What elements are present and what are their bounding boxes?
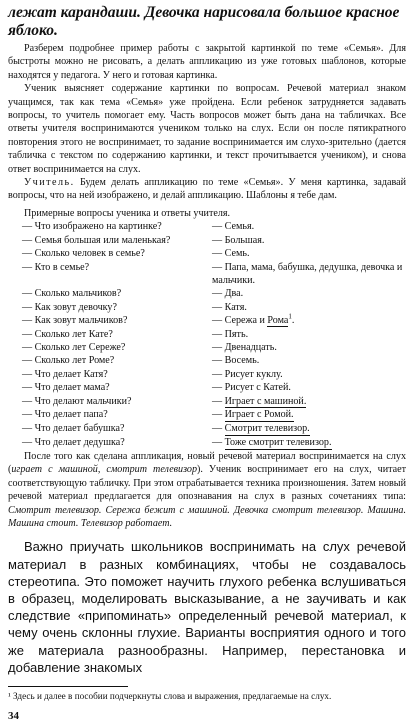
qa-row: — Как зовут девочку? — Катя. — [22, 301, 247, 313]
qa-row: — Что делает Катя? — Рисует куклу. — [22, 368, 283, 380]
qa-row: — Сколько лет Сереже? — Двенадцать. — [22, 341, 277, 353]
footnote-rule — [8, 686, 128, 687]
qa-row: — Что делает бабушка? — Смотрит телевизор. — [22, 422, 310, 434]
qa-row: — Сколько лет Роме? — Восемь. — [22, 355, 260, 367]
italic-examples: Смотрит телевизор. Сережа бежит с машиной. Девочка смотрит телевизор. Машина. Машина стоит. Телевизор работает. — [8, 504, 406, 529]
teacher-label: Учитель. — [24, 177, 75, 189]
qa-title: Примерные вопросы ученика и ответы учителя. — [24, 207, 231, 219]
qa-row: — Что делает папа? — Играет с Ромой. — [22, 408, 294, 420]
underlined-answer: Играет с Ромой. — [224, 408, 294, 420]
paragraph-4: После того как сделана аппликация, новый речевой материал воспринимается на слух (играет с машиной, смотрит телевизор). Ученик воспринимает его на слух, читает соответствующую табличку. При этом отрабатывается техника произношения. Затем новый речевой материал предлагается для опознавания на слух в разных сочетаниях типа: Смотрит телевизор. Сережа бежит с машиной. Девочка смотрит телевизор. Машина. Машина стоит. Телевизор работает. — [8, 450, 407, 529]
qa-row: — Что делает мама? — Рисует с Катей. — [22, 382, 291, 394]
paragraph-3-text: Будем делать аппликацию по теме «Семья». У меня картинка, задавай вопросы, что на ней изображено, и делай аппликацию. Шаблоны я тебе дам. — [8, 177, 406, 202]
underlined-answer: Рома — [267, 315, 289, 327]
italic-phrase: играет с машиной, смотрит телевизор — [11, 464, 198, 476]
paragraph-3 — [8, 176, 406, 203]
underlined-answer: Играет с машиной. — [224, 395, 307, 407]
underlined-answer: Тоже смотрит телевизор. — [224, 436, 332, 448]
paragraph-1: Разберем подробнее пример работы с закрытой картинкой по теме «Семья». Для быстроты можно не рисовать, а делать аппликацию из уже готовых шаблонов, которые находятся у педагога. У него и готовая картинка. — [8, 43, 406, 81]
qa-row: — Семья большая или маленькая? — Большая. — [22, 234, 265, 246]
underlined-answer: Смотрит телевизор. — [224, 422, 310, 434]
paragraph-2: Ученик выясняет содержание картинки по вопросам. Речевой материал знаком учащимся, так как тема «Семья» уже пройдена. Если ребенок затрудняется задавать вопросы, то учитель помогает ему. Часть вопросов может быть дана на табличках. Все ответы учителя воспринимаются учеником только на слух. Если он после пятикратного повторения этого не воспринимает, то задание воспринимается им слухо-зрительно (дается табличка с текстом по содержанию картинки, и текст прочитывается учеником), и снова ответ воспринимается на слух. — [8, 83, 406, 175]
qa-row: — Сколько мальчиков? — Два. — [22, 288, 244, 300]
continued-sentence: лежат карандаши. Девочка нарисовала большое красное яблоко. — [8, 4, 400, 39]
book-page — [8, 4, 406, 722]
paragraph-5: Важно приучать школьников воспринимать на слух речевой материал в разных комбинациях, чтобы не создавалось стереотипа. Это поможет научить глухого ребенка вслушиваться в образец, моделировать высказывание, а не заучивать и как следствие «припоминать» определенный речевой материал, к чему очень склонны глухие. Варианты восприятия одного и того же материала разнообразны. Например, перестановка и добавление знакомых — [8, 539, 406, 675]
qa-table — [22, 220, 406, 450]
page-number: 34 — [8, 710, 19, 722]
qa-row: — Как зовут мальчиков? — Сережа и Рома$^1$. — [22, 312, 295, 327]
qa-row: — Сколько человек в семье? — Семь. — [22, 248, 250, 260]
qa-row: — Что делает дедушка? — Тоже смотрит телевизор. — [22, 436, 332, 448]
qa-row: — Что изображено на картинке? — Семья. — [22, 221, 255, 233]
qa-row: — Сколько лет Кате? — Пять. — [22, 328, 249, 340]
qa-row: — Что делают мальчики? — Играет с машиной. — [22, 395, 307, 407]
footnote: ¹ Здесь и далее в пособии подчеркнуты слова и выражения, предлагаемые на слух. — [8, 691, 332, 702]
qa-row: — Кто в семье? — Папа, мама, бабушка, дедушка, девочка и мальчики. — [22, 261, 403, 286]
footnote-marker: 1 — [288, 312, 292, 321]
